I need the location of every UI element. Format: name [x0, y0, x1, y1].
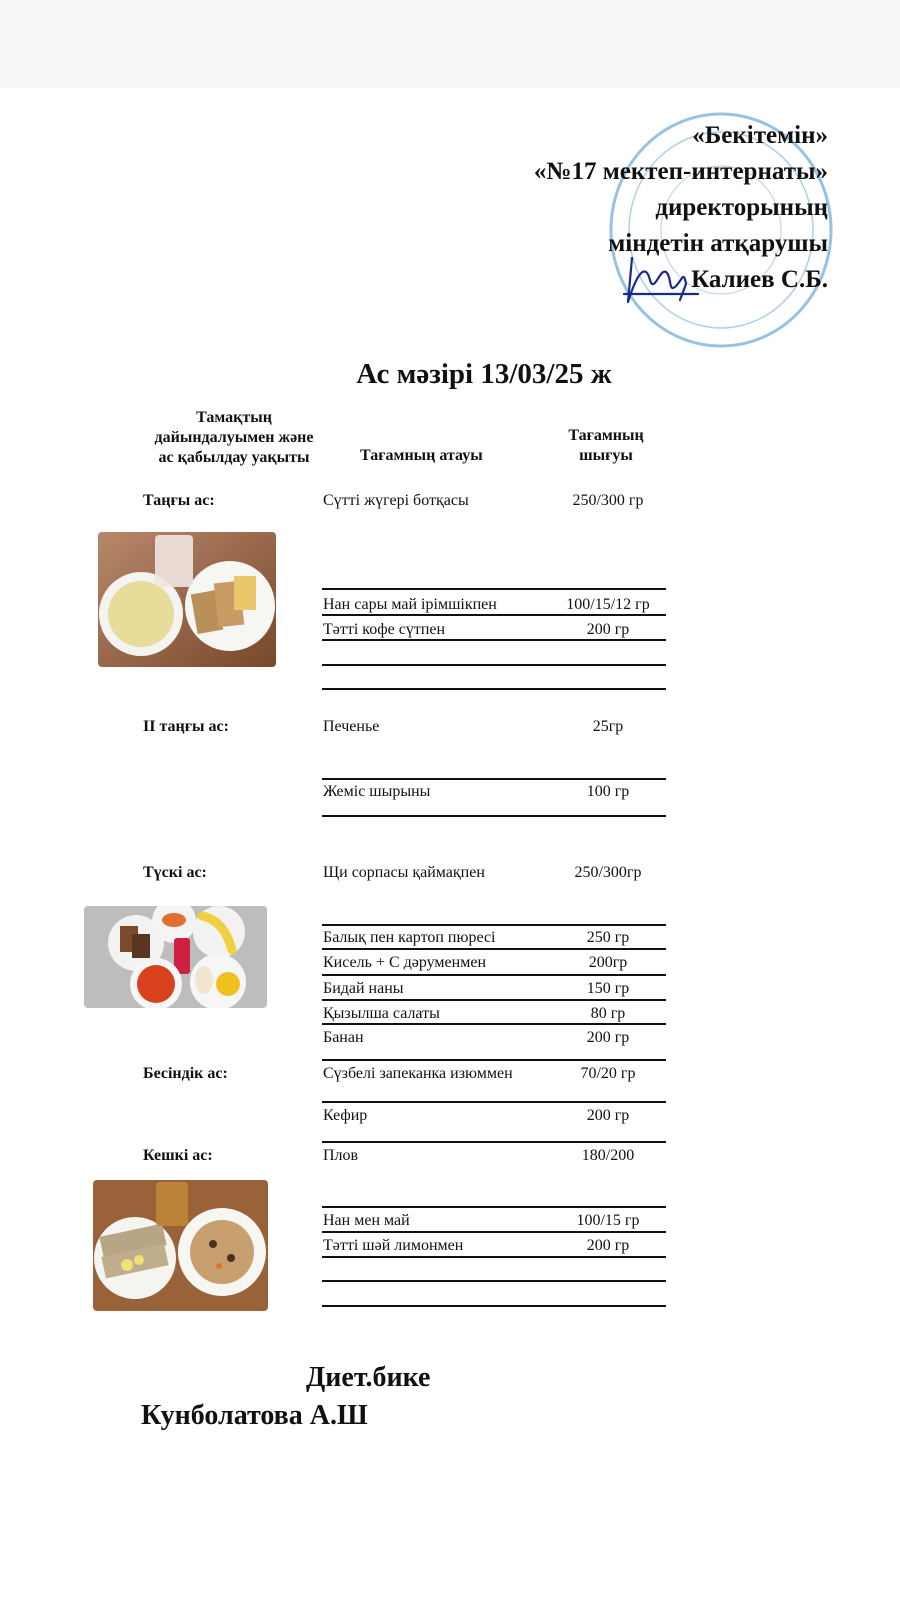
table-rule — [322, 948, 666, 950]
approval-line: міндетін атқарушы — [608, 230, 828, 257]
menu-title: Ас мәзірі 13/03/25 ж — [356, 358, 612, 390]
dish-qty: 80 гр — [590, 1005, 626, 1022]
table-rule — [322, 1059, 666, 1061]
dish-name: Плов — [323, 1147, 359, 1164]
table-rule — [322, 664, 666, 666]
dish-name: Нан сары май ірімшікпен — [323, 596, 497, 613]
meal-lunch: Түскі ас: — [143, 864, 207, 881]
dish-name: Балық пен картоп пюресі — [323, 929, 496, 946]
dish-name: Сүтті жүгері ботқасы — [323, 492, 469, 509]
dish-qty: 100/15 гр — [576, 1212, 640, 1229]
dish-name: Тәтті кофе сүтпен — [323, 621, 446, 638]
dish-name: Тәтті шәй лимонмен — [323, 1237, 464, 1254]
header-text: Тамақтың — [196, 409, 272, 426]
dinner-photo — [93, 1180, 268, 1311]
approval-line: Калиев С.Б. — [691, 266, 828, 293]
dish-qty: 250 гр — [586, 929, 630, 946]
table-rule — [322, 924, 666, 926]
dish-name: Кисель + С дәруменмен — [323, 954, 487, 971]
dish-qty: 70/20 гр — [580, 1065, 636, 1082]
header-text: Тағамның — [568, 427, 644, 444]
table-rule — [322, 974, 666, 976]
dish-name: Щи сорпасы қаймақпен — [323, 864, 485, 881]
table-rule — [322, 1101, 666, 1103]
meal-snack: Бесіндік ас: — [143, 1065, 228, 1082]
dish-name: Бидай наны — [323, 980, 404, 997]
scan-top-band — [0, 0, 900, 88]
table-rule — [322, 815, 666, 817]
dish-name: Банан — [323, 1029, 364, 1046]
dish-name: Қызылша салаты — [323, 1005, 440, 1022]
meal-breakfast: Таңғы ас: — [143, 492, 215, 509]
table-rule — [322, 1280, 666, 1282]
header-name: Тағамның атауы — [360, 447, 483, 464]
dish-name: Печенье — [323, 718, 380, 735]
table-rule — [322, 1256, 666, 1258]
dish-qty: 100/15/12 гр — [566, 596, 650, 613]
breakfast-photo — [98, 532, 276, 667]
header-text: шығуы — [579, 447, 633, 464]
header-text: дайындалуымен және — [154, 429, 314, 446]
dish-qty: 250/300 гр — [572, 492, 644, 509]
header-text: ас қабылдау уақыты — [158, 449, 310, 466]
approval-line: директорының — [655, 194, 828, 221]
dish-qty: 200гр — [588, 954, 628, 971]
table-rule — [322, 1141, 666, 1143]
dish-name: Жеміс шырыны — [323, 783, 431, 800]
dish-qty: 200 гр — [586, 1237, 630, 1254]
table-rule — [322, 639, 666, 641]
dish-name: Сүзбелі запеканка изюммен — [323, 1065, 513, 1082]
dish-qty: 25гр — [592, 718, 624, 735]
dish-qty: 100 гр — [586, 783, 630, 800]
table-rule — [322, 614, 666, 616]
dish-qty: 200 гр — [586, 1107, 630, 1124]
lunch-photo — [84, 906, 267, 1008]
dish-qty: 200 гр — [586, 1029, 630, 1046]
header-yield — [546, 426, 666, 466]
table-rule — [322, 1206, 666, 1208]
table-rule — [322, 1231, 666, 1233]
dish-name: Нан мен май — [323, 1212, 410, 1229]
table-rule — [322, 1023, 666, 1025]
dish-qty: 180/200 — [581, 1147, 635, 1164]
dietitian-name: Кунболатова А.Ш — [141, 1400, 368, 1431]
meal-second-breakfast: ІІ таңғы ас: — [143, 718, 229, 735]
table-rule — [322, 999, 666, 1001]
dish-qty: 150 гр — [586, 980, 630, 997]
table-rule — [322, 778, 666, 780]
table-rule — [322, 688, 666, 690]
dietitian-role: Диет.бике — [306, 1362, 431, 1393]
table-rule — [322, 588, 666, 590]
meal-dinner: Кешкі ас: — [143, 1147, 213, 1164]
approval-line: «№17 мектеп-интернаты» — [533, 158, 828, 185]
header-time — [134, 408, 334, 468]
dish-qty: 200 гр — [586, 621, 630, 638]
dish-name: Кефир — [323, 1107, 368, 1124]
table-rule — [322, 1305, 666, 1307]
approval-block — [534, 118, 828, 298]
dish-qty: 250/300гр — [574, 864, 642, 881]
approval-line: «Бекітемін» — [692, 122, 828, 149]
